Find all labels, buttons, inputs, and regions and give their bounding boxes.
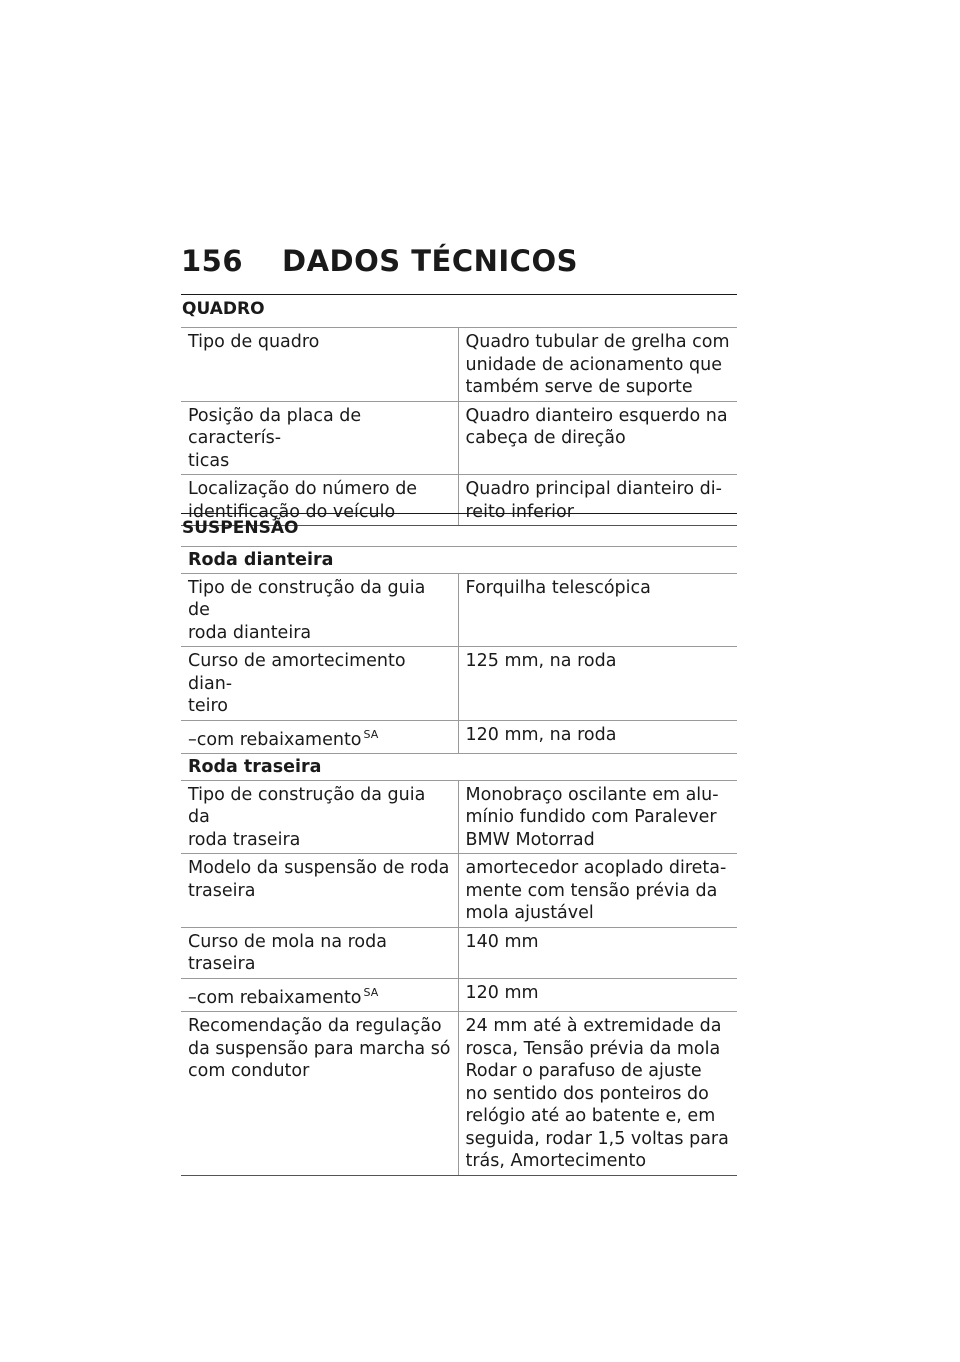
spec-label	[181, 780, 458, 854]
table-row	[181, 573, 737, 647]
spec-value-line: cabeça de direção	[465, 428, 626, 448]
page-header	[181, 244, 741, 278]
spec-value-line: também serve de suporte	[465, 377, 693, 397]
table-row	[181, 780, 737, 854]
spec-value-line: trás, Amortecimento	[465, 1151, 647, 1171]
spec-value	[458, 720, 737, 754]
spec-label-line: roda traseira	[188, 829, 301, 850]
spec-label	[181, 328, 458, 402]
spec-value	[458, 978, 737, 1012]
section-title-suspensao: SUSPENSÃO	[182, 518, 299, 538]
option-superscript: SA	[363, 727, 379, 741]
spec-value-line: amortecedor acoplado direta-	[465, 858, 727, 878]
table-row	[181, 401, 737, 475]
spec-value-line: seguida, rodar 1,5 voltas para	[465, 1128, 729, 1149]
spec-value	[458, 573, 737, 647]
table-subheading-row	[181, 754, 737, 781]
spec-value-line: Quadro dianteiro esquerdo na	[465, 405, 728, 426]
spec-label-line: –com rebaixamento	[188, 987, 362, 1008]
spec-value-line: Quadro principal dianteiro di-	[465, 479, 722, 499]
spec-label	[181, 927, 458, 978]
spec-label-line: Tipo de construção da guia da	[188, 784, 426, 827]
quadro-table	[181, 327, 737, 526]
spec-label	[181, 854, 458, 928]
spec-value-line: Monobraço oscilante em alu-	[465, 784, 719, 805]
spec-value-line: 120 mm	[465, 982, 539, 1003]
spec-value	[458, 927, 737, 978]
spec-value	[458, 328, 737, 402]
spec-value-line: no sentido dos ponteiros do	[465, 1083, 709, 1104]
spec-value-line: Rodar o parafuso de ajuste	[465, 1061, 702, 1081]
spec-label-line: –com rebaixamento	[188, 729, 362, 750]
spec-label	[181, 978, 458, 1012]
spec-value-line: relógio até ao batente e, em	[465, 1106, 716, 1126]
page-number: 156	[181, 244, 244, 278]
spec-value-line: Forquilha telescópica	[465, 577, 651, 598]
spec-value-line: BMW Motorrad	[465, 829, 595, 850]
spec-label-line: Localização do número de	[188, 479, 418, 499]
spec-value-line: mola ajustável	[465, 903, 594, 923]
spec-label-line: Curso de mola na roda traseira	[188, 931, 387, 974]
spec-label-line: com condutor	[188, 1061, 310, 1081]
table-row	[181, 927, 737, 978]
spec-label-line: identificação do veículo	[188, 501, 396, 522]
table-row	[181, 1012, 737, 1176]
spec-value-line: mínio fundido com Paralever	[465, 807, 717, 827]
spec-label-line: Tipo de construção da guia de	[188, 577, 426, 620]
spec-label-line: Recomendação da regulação	[188, 1016, 442, 1036]
spec-value-line: 140 mm	[465, 931, 539, 952]
spec-label-line: Modelo da suspensão de roda	[188, 858, 450, 878]
spec-value	[458, 401, 737, 475]
spec-label-line: roda dianteira	[188, 622, 312, 643]
spec-value	[458, 780, 737, 854]
spec-label	[181, 647, 458, 721]
page-title: DADOS TÉCNICOS	[282, 244, 578, 278]
spec-value-line: 24 mm até à extremidade da	[465, 1016, 722, 1036]
subheading-front-wheel: Roda dianteira	[181, 547, 737, 574]
spec-value-line: mente com tensão prévia da	[465, 880, 718, 901]
spec-value-line: rosca, Tensão prévia da mola	[465, 1038, 721, 1059]
spec-value-line: unidade de acionamento que	[465, 354, 722, 375]
spec-label	[181, 1012, 458, 1176]
table-row	[181, 978, 737, 1012]
option-superscript: SA	[363, 985, 379, 999]
section-suspensao	[181, 513, 737, 1176]
spec-value	[458, 647, 737, 721]
spec-value	[458, 1012, 737, 1176]
table-row	[181, 647, 737, 721]
table-row	[181, 854, 737, 928]
spec-label-line: Curso de amortecimento dian-	[188, 651, 406, 694]
spec-value	[458, 854, 737, 928]
spec-value-line: 120 mm, na roda	[465, 724, 617, 745]
spec-label	[181, 573, 458, 647]
spec-label-line: traseira	[188, 880, 256, 901]
spec-label-line: Posição da placa de caracterís-	[188, 405, 362, 448]
spec-value-line: Quadro tubular de grelha com	[465, 332, 730, 352]
spec-label-line: teiro	[188, 696, 229, 716]
table-row	[181, 328, 737, 402]
spec-label	[181, 401, 458, 475]
section-title-quadro: QUADRO	[182, 299, 265, 319]
spec-value-line: reito inferior	[465, 501, 574, 522]
spec-label-line: da suspensão para marcha só	[188, 1038, 451, 1059]
spec-label-line: Tipo de quadro	[188, 332, 320, 352]
subheading-rear-wheel: Roda traseira	[181, 754, 737, 781]
table-subheading-row	[181, 547, 737, 574]
spec-value-line: 125 mm, na roda	[465, 651, 617, 671]
spec-label	[181, 720, 458, 754]
suspensao-table	[181, 546, 737, 1176]
table-row	[181, 720, 737, 754]
spec-label-line: ticas	[188, 450, 230, 471]
section-quadro	[181, 294, 737, 526]
